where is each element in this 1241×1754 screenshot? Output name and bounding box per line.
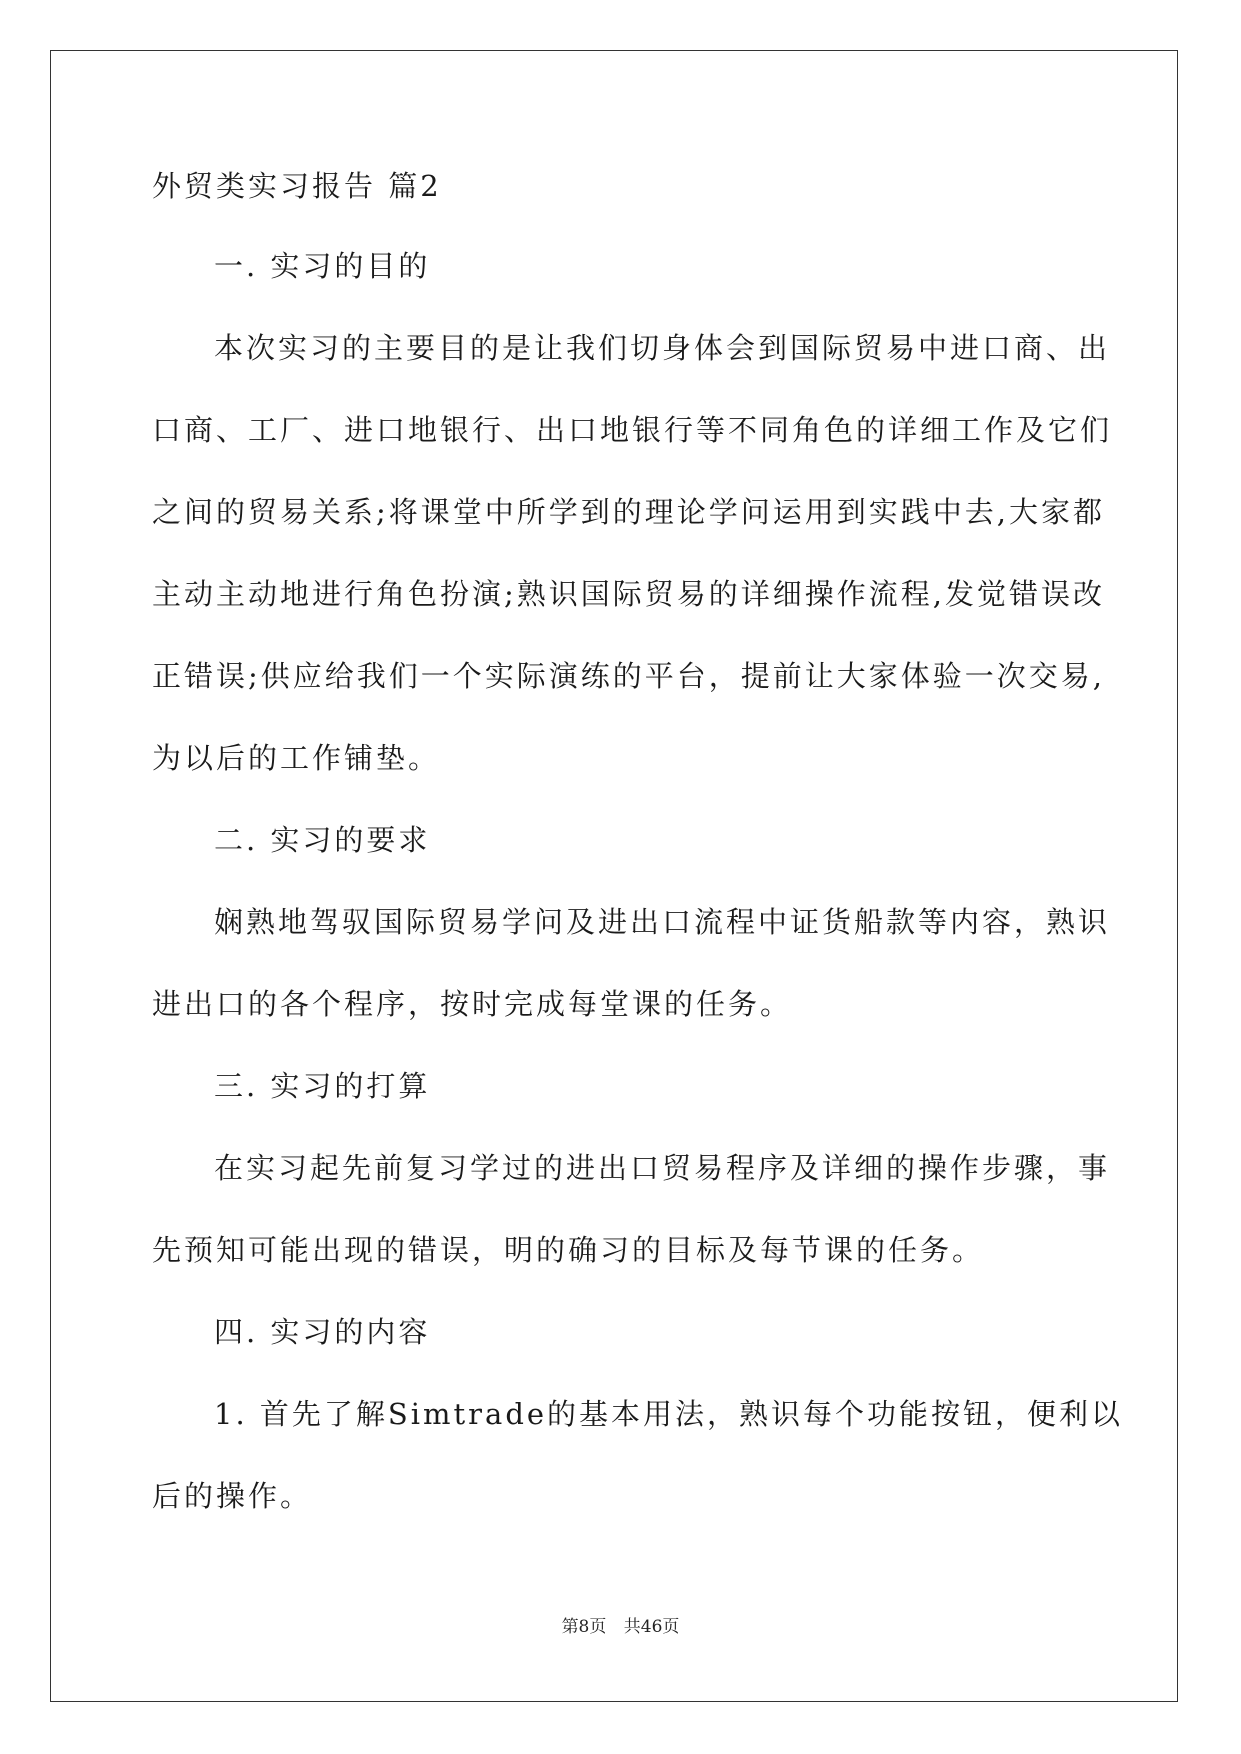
page-number: 第8页 bbox=[561, 1617, 607, 1637]
section-heading-content: 四. 实习的内容 bbox=[214, 1315, 431, 1349]
paragraph-line: 之间的贸易关系;将课堂中所学到的理论学问运用到实践中去,大家都 bbox=[152, 495, 1105, 529]
paragraph-line: 正错误;供应给我们一个实际演练的平台，提前让大家体验一次交易, bbox=[152, 659, 1105, 693]
section-heading-requirements: 二. 实习的要求 bbox=[214, 823, 431, 857]
paragraph-line: 后的操作。 bbox=[152, 1479, 313, 1513]
page-footer bbox=[0, 1612, 1241, 1637]
page-border bbox=[50, 50, 1178, 1702]
paragraph-line: 主动主动地进行角色扮演;熟识国际贸易的详细操作流程,发觉错误改 bbox=[152, 577, 1105, 611]
paragraph-line: 为以后的工作铺垫。 bbox=[152, 741, 441, 775]
paragraph-line: 1. 首先了解Simtrade的基本用法，熟识每个功能按钮，便利以 bbox=[214, 1397, 1124, 1431]
document-title: 外贸类实习报告 篇2 bbox=[152, 169, 442, 203]
paragraph-line: 进出口的各个程序，按时完成每堂课的任务。 bbox=[152, 987, 793, 1021]
paragraph-line: 娴熟地驾驭国际贸易学问及进出口流程中证货船款等内容，熟识 bbox=[214, 905, 1111, 939]
paragraph-line: 口商、工厂、进口地银行、出口地银行等不同角色的详细工作及它们 bbox=[152, 413, 1113, 447]
section-heading-plan: 三. 实习的打算 bbox=[214, 1069, 431, 1103]
paragraph-line: 先预知可能出现的错误，明的确习的目标及每节课的任务。 bbox=[152, 1233, 985, 1267]
paragraph-line: 在实习起先前复习学过的进出口贸易程序及详细的操作步骤，事 bbox=[214, 1151, 1111, 1185]
page-total: 共46页 bbox=[623, 1617, 680, 1637]
section-heading-purpose: 一. 实习的目的 bbox=[214, 249, 431, 283]
paragraph-line: 本次实习的主要目的是让我们切身体会到国际贸易中进口商、出 bbox=[214, 331, 1111, 365]
